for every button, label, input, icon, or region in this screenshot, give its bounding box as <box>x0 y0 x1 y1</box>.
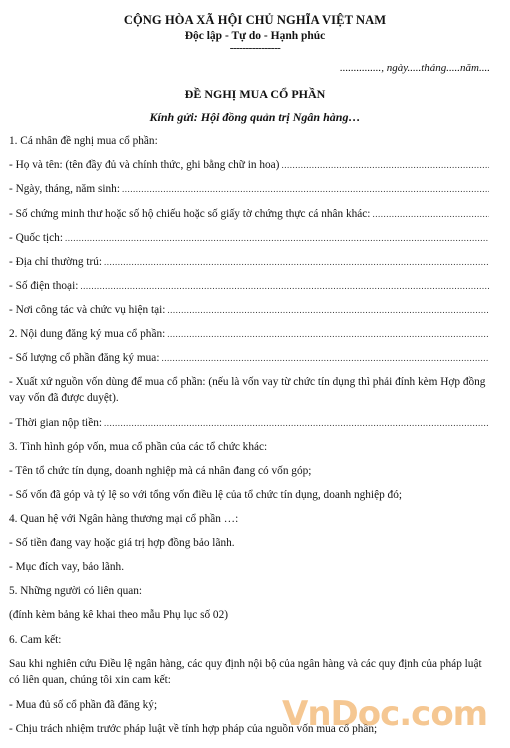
section-6-intro: Sau khi nghiên cứu Điều lệ ngân hàng, các quy định nội bộ của ngân hàng và các quy định của pháp luật có liên quan, chúng tôi xin cam kết: <box>9 658 482 686</box>
section-2-heading[interactable] <box>9 326 489 342</box>
field-date-of-birth[interactable] <box>9 181 489 197</box>
field-label: - Nơi công tác và chức vụ hiện tại: <box>9 304 166 316</box>
field-share-quantity[interactable] <box>9 350 489 366</box>
field-label: - Họ và tên: (tên đầy đủ và chính thức, ghi bằng chữ in hoa) <box>9 159 280 171</box>
section-5-note: (đính kèm bảng kê khai theo mẫu Phụ lục số 02) <box>9 609 228 621</box>
field-label: - Thời gian nộp tiền: <box>9 417 102 429</box>
recipient: Kính gửi: Hội đồng quản trị Ngân hàng… <box>149 110 361 124</box>
fill-dots <box>281 157 489 173</box>
fill-dots <box>104 254 489 270</box>
fill-dots <box>167 326 489 342</box>
motto: Độc lập - Tự do - Hạnh phúc <box>184 30 326 42</box>
field-label: - Số lượng cổ phần đăng ký mua: <box>9 352 160 364</box>
field-label: - Quốc tịch: <box>9 232 63 244</box>
section-3-heading: 3. Tình hình góp vốn, mua cổ phần của các tổ chức khác: <box>9 441 268 453</box>
field-payment-time[interactable] <box>9 415 489 431</box>
field-nationality[interactable] <box>9 230 489 246</box>
field-id-number[interactable] <box>9 206 489 222</box>
field-full-name[interactable] <box>9 157 489 173</box>
section-4-purpose: - Mục đích vay, bảo lãnh. <box>9 561 125 573</box>
section-6-item-a: - Mua đủ số cổ phần đã đăng ký; <box>9 699 158 711</box>
header-separator: ---------------- <box>229 42 281 54</box>
fill-dots <box>65 230 489 246</box>
fill-dots <box>372 206 489 222</box>
section-6-item-b: - Chịu trách nhiệm trước pháp luật về tính hợp pháp của nguồn vốn mua cổ phần; <box>9 723 378 735</box>
field-label: - Ngày, tháng, năm sinh: <box>9 183 120 195</box>
fill-dots <box>104 415 489 431</box>
section-3-org: - Tên tổ chức tín dụng, doanh nghiệp mà cá nhân đang có vốn góp; <box>9 465 312 477</box>
fill-dots <box>167 302 489 318</box>
field-workplace[interactable] <box>9 302 489 318</box>
section-6-heading: 6. Cam kết: <box>9 634 62 646</box>
document-title: ĐỀ NGHỊ MUA CỔ PHẦN <box>184 87 326 101</box>
field-label: - Địa chỉ thường trú: <box>9 256 103 268</box>
section-label: 2. Nội dung đăng ký mua cổ phần: <box>9 328 166 340</box>
country-header: CỘNG HÒA XÃ HỘI CHỦ NGHĨA VIỆT NAM <box>123 13 387 27</box>
field-phone[interactable] <box>9 278 489 294</box>
section-1-heading: 1. Cá nhân đề nghị mua cổ phần: <box>9 135 158 147</box>
field-address[interactable] <box>9 254 489 270</box>
section-4-heading: 4. Quan hệ với Ngân hàng thương mại cổ phần …: <box>9 513 239 525</box>
field-label: - Số chứng minh thư hoặc số hộ chiếu hoặc số giấy tờ chứng thực cá nhân khác: <box>9 208 371 220</box>
fill-dots <box>161 350 489 366</box>
field-capital-source: - Xuất xứ nguồn vốn dùng để mua cổ phần: (nếu là vốn vay từ chức tín dụng thì phải đính kèm Hợp đồng vay vốn đã được duyệt). <box>9 376 486 404</box>
section-4-loan: - Số tiền đang vay hoặc giá trị hợp đồng bảo lãnh. <box>9 537 235 549</box>
watermark-logo: VnDoc.com <box>282 694 488 734</box>
field-label: - Số điện thoại: <box>9 280 79 292</box>
fill-dots <box>122 181 489 197</box>
section-3-ratio: - Số vốn đã góp và tỷ lệ so với tổng vốn điều lệ của tổ chức tín dụng, doanh nghiệp đó; <box>9 489 402 501</box>
section-5-heading: 5. Những người có liên quan: <box>9 585 143 597</box>
fill-dots <box>80 278 489 294</box>
date-line: ..............., ngày.....tháng.....năm.... <box>339 62 490 74</box>
